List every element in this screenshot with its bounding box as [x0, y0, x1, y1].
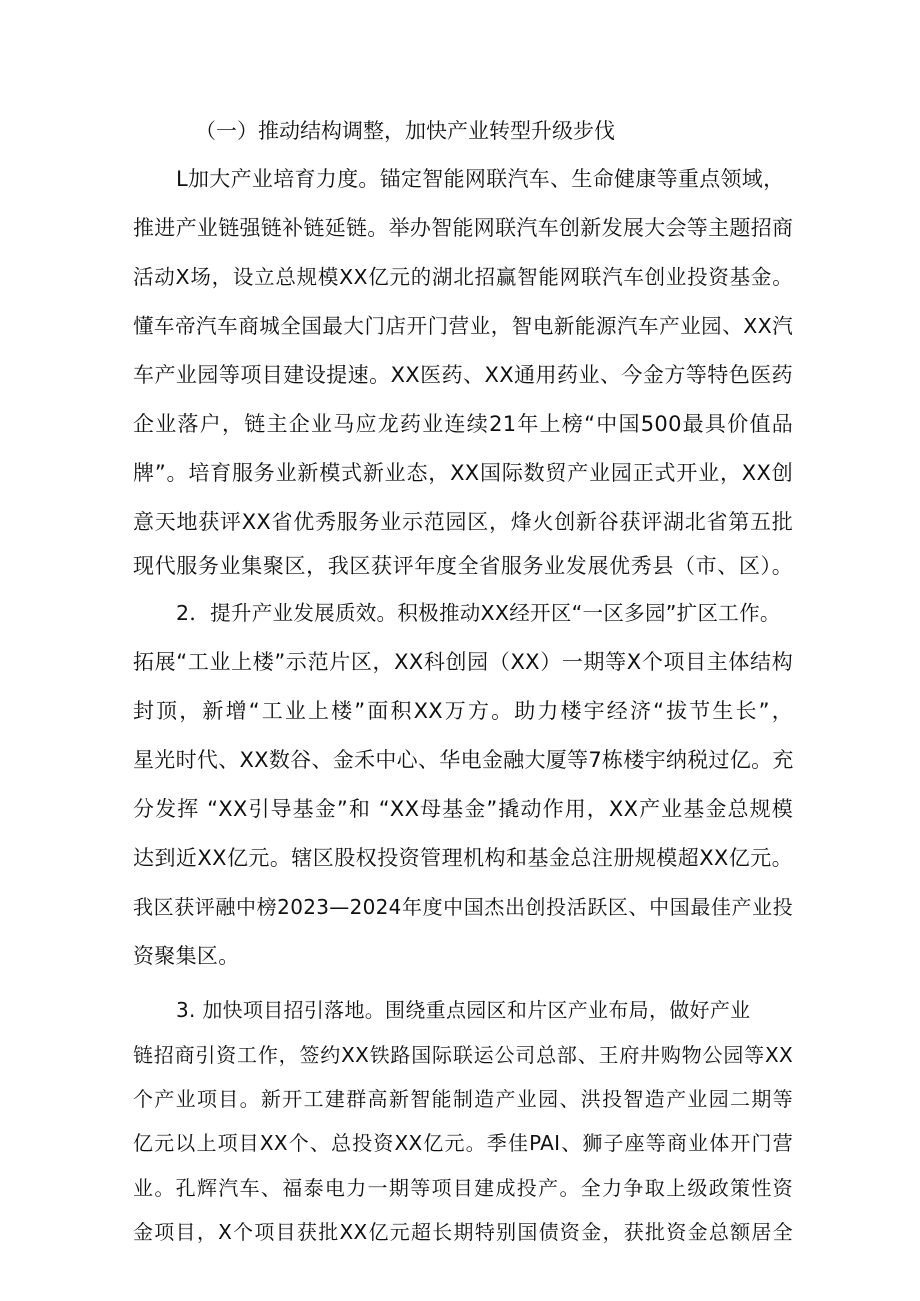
paragraph-line: 金项目，X个项目获批XX亿元超长期特别国债资金，获批资金总额居全: [133, 1220, 793, 1244]
paragraph-line: 资聚集区。: [133, 944, 240, 968]
paragraph-line: 亿元以上项目XX个、总投资XX亿元。季佳PAI、狮子座等商业体开门营: [133, 1131, 793, 1155]
paragraph-line: 推进产业链强链补链延链。举办智能网联汽车创新发展大会等主题招商: [133, 216, 794, 240]
paragraph-line: 个产业项目。新开工建群高新智能制造产业园、洪投智造产业园二期等: [133, 1087, 793, 1111]
paragraph-line: 星光时代、XX数谷、金禾中心、华电金融大厦等7栋楼宇纳税过亿。充: [133, 748, 794, 772]
paragraph-line: 拓展“工业上楼”示范片区，XX科创园（XX）一期等X个项目主体结构: [133, 650, 793, 674]
section-heading: （一）推动结构调整，加快产业转型升级步伐: [195, 119, 615, 143]
paragraph-line: 我区获评融中榜2023—2024年度中国杰出创投活跃区、中国最佳产业投: [133, 895, 793, 919]
paragraph-line: L加大产业培育力度。锚定智能网联汽车、生命健康等重点领域，: [176, 167, 785, 191]
paragraph-line: 2．提升产业发展质效。积极推动XX经开区“一区多园”扩区工作。: [176, 601, 781, 625]
paragraph-line: 懂车帝汽车商城全国最大门店开门营业，智电新能源汽车产业园、XX汽: [133, 314, 793, 338]
paragraph-line: 企业落户，链主企业马应龙药业连续21年上榜“中国500最具价值品: [133, 412, 793, 436]
paragraph-line: 车产业园等项目建设提速。XX医药、XX通用药业、今金方等特色医药: [133, 363, 793, 387]
paragraph-line: 达到近XX亿元。辖区股权投资管理机构和基金总注册规模超XX亿元。: [133, 846, 793, 870]
paragraph-line: 牌”。培育服务业新模式新业态，XX国际数贸产业园正式开业，XX创: [133, 461, 793, 485]
paragraph-line: 现代服务业集聚区，我区获评年度全省服务业发展优秀县（市、区）。: [133, 554, 793, 578]
paragraph-line: 3. 加快项目招引落地。围绕重点园区和片区产业布局，做好产业: [176, 998, 751, 1022]
paragraph-line: 活动X场，设立总规模XX亿元的湖北招赢智能网联汽车创业投资基金。: [133, 265, 793, 289]
paragraph-line: 链招商引资工作，签约XX铁路国际联运公司总部、王府井购物公园等XX: [133, 1043, 793, 1067]
paragraph-line: 分发挥 “XX引导基金”和 “XX母基金”撬动作用，XX产业基金总规模: [133, 797, 793, 821]
paragraph-line: 封顶，新增“工业上楼”面积XX万方。助力楼宇经济“拔节生长”，: [133, 699, 793, 723]
paragraph-line: 业。孔辉汽车、福泰电力一期等项目建成投产。全力争取上级政策性资: [133, 1176, 793, 1200]
paragraph-line: 意天地获评XX省优秀服务业示范园区，烽火创新谷获评湖北省第五批: [133, 510, 793, 534]
